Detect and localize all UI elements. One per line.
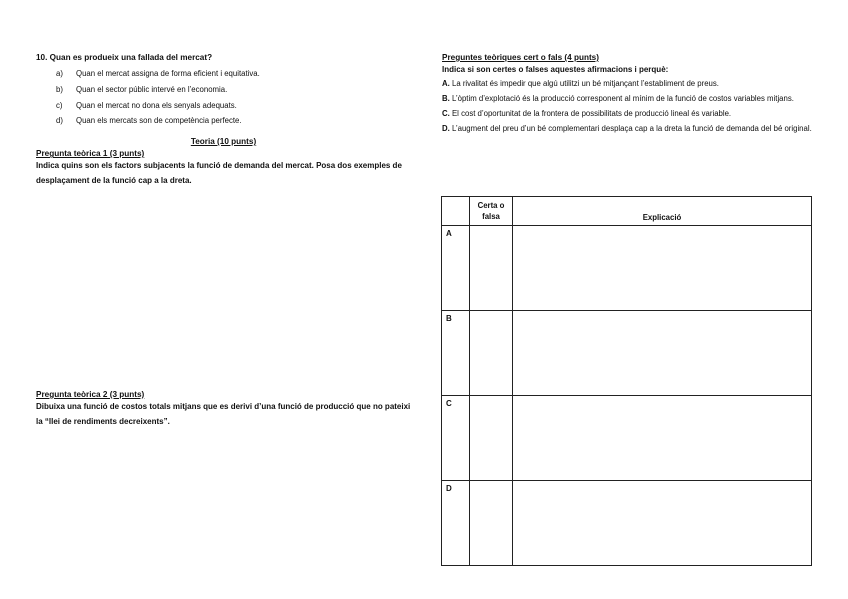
question-10-options	[36, 66, 411, 129]
table-row	[442, 481, 812, 566]
row-label-c: C	[442, 396, 470, 481]
explicacio-cell-b[interactable]	[513, 311, 812, 396]
option-c	[36, 98, 411, 114]
explicacio-cell-d[interactable]	[513, 481, 812, 566]
option-text: Quan el mercat assigna de forma eficient i equitativa.	[76, 69, 260, 78]
statement-b	[442, 91, 812, 106]
answer-table	[441, 196, 812, 566]
row-label-a: A	[442, 226, 470, 311]
option-letter: c)	[56, 100, 63, 110]
statement-letter: D.	[442, 124, 450, 133]
statement-c	[442, 106, 812, 121]
certa-falsa-cell-b[interactable]	[470, 311, 513, 396]
explicacio-cell-a[interactable]	[513, 226, 812, 311]
statement-text: L’augment del preu d’un bé complementari desplaça cap a la dreta la funció de demanda del bé original.	[451, 124, 812, 133]
statement-text: L’òptim d’explotació és la producció corresponent al mínim de la funció de costos variables mitjans.	[451, 94, 794, 103]
theory-question-2-prompt: Dibuixa una funció de costos totals mitjans que es derivi d’una funció de producció que no pateixi la “llei de rendiments decreixents”.	[36, 402, 411, 426]
option-a	[36, 66, 411, 82]
statement-letter: A.	[442, 79, 450, 88]
header-blank	[442, 197, 470, 226]
statement-text: La rivalitat és impedir que algú utilitzi un bé mitjançant l’establiment de preus.	[451, 79, 719, 88]
option-d	[36, 113, 411, 129]
cert-o-fals-instruction: Indica si son certes o falses aquestes afirmacions i perquè:	[442, 65, 669, 74]
teoria-heading	[36, 136, 411, 148]
right-column	[442, 52, 812, 136]
option-text: Quan els mercats son de competència perfecte.	[76, 116, 242, 126]
theory-question-1-title: Pregunta teòrica 1 (3 punts)	[36, 149, 145, 159]
table-row	[442, 311, 812, 396]
statement-letter: B.	[442, 94, 450, 103]
statement-a	[442, 76, 812, 91]
row-label-d: D	[442, 481, 470, 566]
header-explicacio: Explicació	[513, 197, 812, 226]
explicacio-cell-c[interactable]	[513, 396, 812, 481]
statement-text: El cost d’oportunitat de la frontera de possibilitats de producció lineal és variable.	[451, 109, 732, 118]
option-b	[36, 82, 411, 98]
teoria-heading-text: Teoria (10 punts)	[190, 137, 257, 147]
left-column	[36, 52, 411, 188]
table-row	[442, 396, 812, 481]
header-certa-o-falsa: Certa o falsa	[470, 197, 513, 226]
option-text: Quan el sector públic intervé en l’economia.	[76, 84, 228, 94]
statement-letter: C.	[442, 109, 450, 118]
statement-d	[442, 121, 812, 136]
cert-o-fals-title: Preguntes teòriques cert o fals (4 punts)	[442, 53, 599, 62]
table-row	[442, 226, 812, 311]
row-label-b: B	[442, 311, 470, 396]
option-letter: a)	[56, 69, 63, 78]
option-text: Quan el mercat no dona els senyals adequats.	[76, 100, 237, 110]
option-letter: d)	[56, 116, 63, 126]
theory-question-2-title: Pregunta teòrica 2 (3 punts)	[36, 390, 145, 399]
certa-falsa-cell-d[interactable]	[470, 481, 513, 566]
option-letter: b)	[56, 84, 63, 94]
answer-table-header	[442, 197, 812, 226]
certa-falsa-cell-c[interactable]	[470, 396, 513, 481]
question-10-title: 10. Quan es produeix una fallada del mercat?	[36, 53, 213, 62]
theory-question-2-block	[36, 389, 411, 429]
certa-falsa-cell-a[interactable]	[470, 226, 513, 311]
theory-question-1-prompt: Indica quins son els factors subjacents la funció de demanda del mercat. Posa dos exemples de desplaçament de la funció cap a la dreta.	[36, 161, 402, 185]
